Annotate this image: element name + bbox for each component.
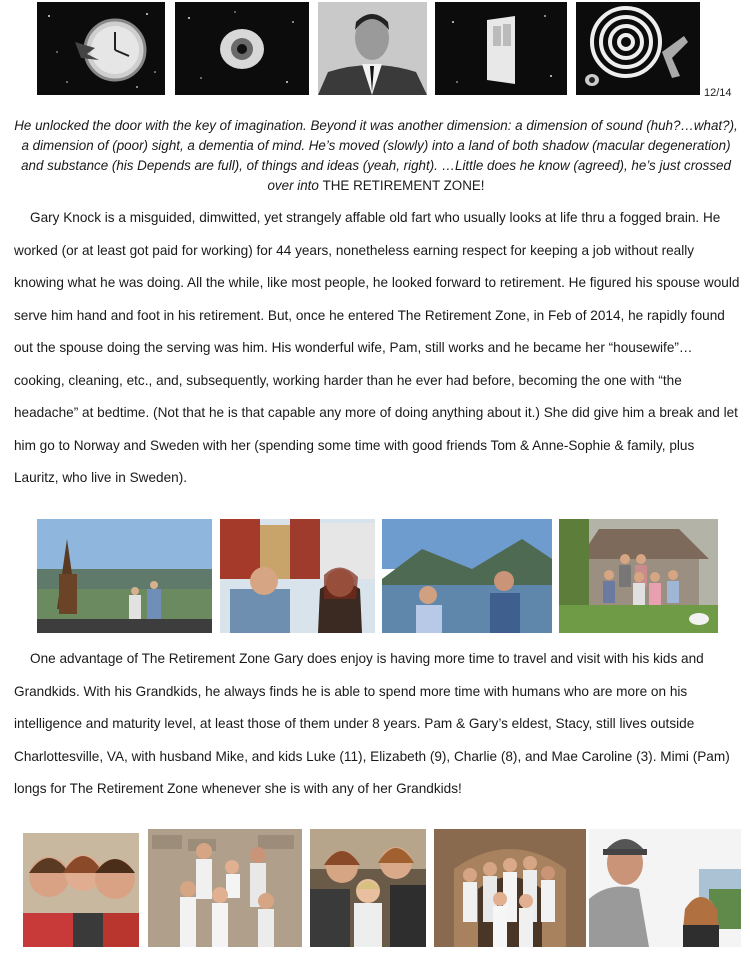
photo-couple-at-lake [382,519,552,633]
photo-two-women-with-toddler [310,829,426,947]
paragraph-retirement: Gary Knock is a misguided, dimwitted, yet strangely affable old fart who usually looks at life thru a fogged brain. He worked (or at least got paid for working) for 44 years, nonetheless earning respect for keeping a job without really knowing what he was doing. All the while, like most people, he looked forward to retirement. He figured his spouse would serve him hand and foot in his retirement. But, once he entered The Retirement Zone, in Feb of 2014, he rapidly found out the spouse doing the serving was him. His wonderful wife, Pam, still works and he became her “housewife”…cooking, cleaning, etc., and, subsequently, working harder than he ever had before, becoming the one with “the headache” at bedtime. (Not that he is that capable any more of doing anything about it.) She did give him a break and let him go to Norway and Sweden with her (spending some time with good friends Tom & Anne-Sophie & family, plus Lauritz, who live in Sweden). [14,210,740,485]
retirement-zone-heading: THE RETIREMENT ZONE! [322,178,485,193]
photo-door-in-space [435,2,567,95]
photo-man-and-woman-on-wharf [220,519,375,633]
photo-woman-with-two-boys [23,833,139,947]
page-number: 12/14 [704,87,732,99]
photo-stave-church-fjord [37,519,212,633]
photo-family-group-fireplace [434,829,586,947]
paragraph-grandkids: One advantage of The Retirement Zone Gary does enjoy is having more time to travel and visit with his kids and Grandkids. With his Grandkids, he always finds he is able to spend more time with humans who are more on his intelligence and maturity level, at least those of them under 8 years. Pam & Gary’s eldest, Stacy, still lives outside Charlottesville, VA, with husband Mike, and kids Luke (11), Elizabeth (9), Charlie (8), and Mae Caroline (3). Mimi (Pam) longs for The Retirement Zone whenever she is with any of her Grandkids! [14,651,730,796]
intro-paragraph [14,116,738,196]
photo-family-group-garden [559,519,718,633]
photo-clock-in-space [37,2,165,95]
photo-family-group-stone-wall [148,829,302,947]
intro-text: He unlocked the door with the key of imagination. Beyond it was another dimension: a dimension of sound (huh?…what?), a dimension of (poor) sight, a dementia of mind. He’s moved (slowly) into a land of both shadow (macular degeneration) and substance (his Depends are full), of things and ideas (yeah, right). …Little does he know (agreed), he’s just crossed over into [14,118,738,193]
photo-spiral-vortex [576,2,700,95]
photo-eyeball-in-space [175,2,309,95]
photo-man-in-suit-portrait [318,2,427,95]
photo-man-with-girl [589,829,741,947]
